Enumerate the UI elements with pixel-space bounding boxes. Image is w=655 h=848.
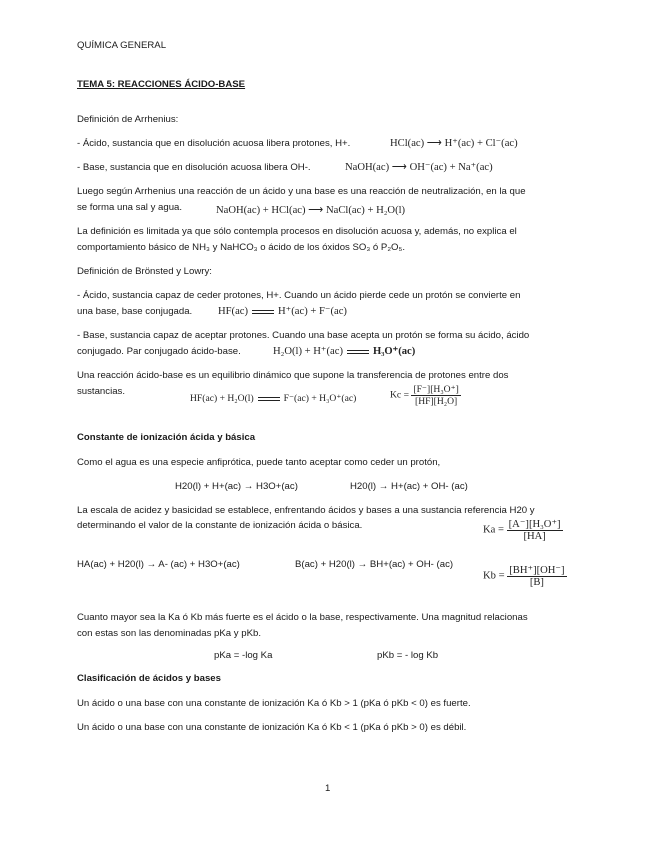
- ka-label: Ka =: [483, 524, 504, 536]
- bronsted-base-eq-left: H₂O(l) + H⁺(ac): [273, 346, 343, 357]
- equilibrium-eq-right: F⁻(ac) + H₃O⁺(ac): [283, 393, 357, 404]
- kc-label: Kc =: [390, 389, 409, 401]
- neutralization-text-line1: Luego según Arrhenius una reacción de un ácido y una base es una reacción de neutralización, en la que: [77, 186, 526, 197]
- water-text: Como el agua es una especie anfiprótica, puede tanto aceptar como ceder un protón,: [77, 457, 441, 468]
- pka-formula: pKa = -log Ka: [214, 650, 273, 661]
- bronsted-acid-equation: [218, 305, 347, 317]
- bronsted-acid-text-line2: una base, base conjugada.: [77, 306, 193, 317]
- scale-text-line1: La escala de acidez y basicidad se establece, enfrentando ácidos y bases a una sustancia referencia H20 y: [77, 505, 535, 516]
- arrhenius-base-text: - Base, sustancia que en disolución acuosa libera OH-.: [77, 162, 311, 173]
- arrhenius-heading: Definición de Arrhenius:: [77, 114, 179, 125]
- neutralization-text-line2: se forma una sal y agua.: [77, 202, 183, 213]
- equilibrium-equation: [190, 393, 356, 404]
- bronsted-base-text-line2: conjugado. Par conjugado ácido-base.: [77, 346, 241, 357]
- kc-denominator: [HF][H₂O]: [415, 396, 458, 407]
- magnitude-text-line1: Cuanto mayor sea la Ka ó Kb más fuerte es el ácido o la base, respectivamente. Una magnitud relacionas: [77, 612, 528, 623]
- kb-expression: [483, 564, 567, 588]
- weak-text: Un ácido o una base con una constante de ionización Ka ó Kb < 1 (pKa ó pKb > 0) es débil.: [77, 722, 467, 733]
- ka-numerator: [A⁻][H₃O⁺]: [508, 519, 561, 530]
- limitation-text-line1: La definición es limitada ya que sólo contempla procesos en disolución acuosa y, además, no explica el: [77, 226, 517, 237]
- ka-denominator: [HA]: [523, 531, 546, 542]
- equilibrium-eq-left: HF(ac) + H₂O(l): [190, 393, 254, 404]
- arrhenius-acid-text: - Ácido, sustancia que en disolución acuosa libera protones, H+.: [77, 138, 351, 149]
- kc-numerator: [F⁻][H₃O⁺]: [413, 384, 459, 395]
- limitation-text-line2: comportamiento básico de NH₃ y NaHCO₃ o ácido de los óxidos SO₃ ó P₂O₅.: [77, 242, 406, 253]
- bronsted-acid-eq-left: HF(ac): [218, 306, 249, 317]
- equilibrium-arrow-icon: [347, 349, 369, 355]
- pkb-formula: pKb = - log Kb: [377, 650, 439, 661]
- topic-title: TEMA 5: REACCIONES ÁCIDO-BASE: [77, 79, 246, 90]
- equilibrium-arrow-icon: [258, 396, 280, 402]
- neutralization-equation: NaOH(ac) + HCl(ac) ⟶ NaCl(ac) + H₂O(l): [216, 205, 406, 216]
- scale-text-line2: determinando el valor de la constante de ionización ácida o básica.: [77, 520, 363, 531]
- arrhenius-base-equation: NaOH(ac) ⟶ OH⁻(ac) + Na⁺(ac): [345, 162, 493, 173]
- equilibrium-arrow-icon: [252, 309, 274, 315]
- equilibrium-text-line2: sustancias.: [77, 386, 125, 397]
- ka-expression: [483, 518, 563, 542]
- acid-ionization-reaction: HA(ac) + H20(l) → A- (ac) + H3O+(ac): [77, 559, 240, 570]
- running-header: QUÍMICA GENERAL: [77, 40, 167, 51]
- equilibrium-text-line1: Una reacción ácido-base es un equilibrio dinámico que supone la transferencia de protones entre dos: [77, 370, 509, 381]
- page-number: 1: [325, 783, 331, 794]
- arrhenius-acid-equation: HCl(ac) ⟶ H⁺(ac) + Cl⁻(ac): [390, 138, 518, 149]
- bronsted-acid-eq-right: H⁺(ac) + F⁻(ac): [278, 306, 347, 317]
- bronsted-base-equation: [273, 345, 415, 357]
- kc-expression: [390, 384, 461, 407]
- water-equation-2: H20(l) → H+(ac) + OH- (ac): [350, 481, 468, 492]
- bronsted-base-text-line1: - Base, sustancia capaz de aceptar protones. Cuando una base acepta un protón se forma su ácido, ácido: [77, 330, 530, 341]
- kb-label: Kb =: [483, 570, 505, 582]
- classification-heading: Clasificación de ácidos y bases: [77, 673, 221, 684]
- bronsted-acid-text-line1: - Ácido, sustancia capaz de ceder protones, H+. Cuando un ácido pierde cede un protón se convierte en: [77, 290, 521, 301]
- bronsted-base-eq-right: H₃O⁺(ac): [372, 346, 416, 357]
- water-equation-1: H20(l) + H+(ac) → H3O+(ac): [175, 481, 298, 492]
- base-ionization-reaction: B(ac) + H20(l) → BH+(ac) + OH- (ac): [295, 559, 454, 570]
- bronsted-heading: Definición de Brönsted y Lowry:: [77, 266, 212, 277]
- ionization-heading: Constante de ionización ácida y básica: [77, 432, 256, 443]
- strong-text: Un ácido o una base con una constante de ionización Ka ó Kb > 1 (pKa ó pKb < 0) es fuerte.: [77, 698, 471, 709]
- kb-numerator: [BH⁺][OH⁻]: [509, 565, 565, 576]
- magnitude-text-line2: con estas son las denominadas pKa y pKb.: [77, 628, 261, 639]
- kb-denominator: [B]: [529, 577, 544, 588]
